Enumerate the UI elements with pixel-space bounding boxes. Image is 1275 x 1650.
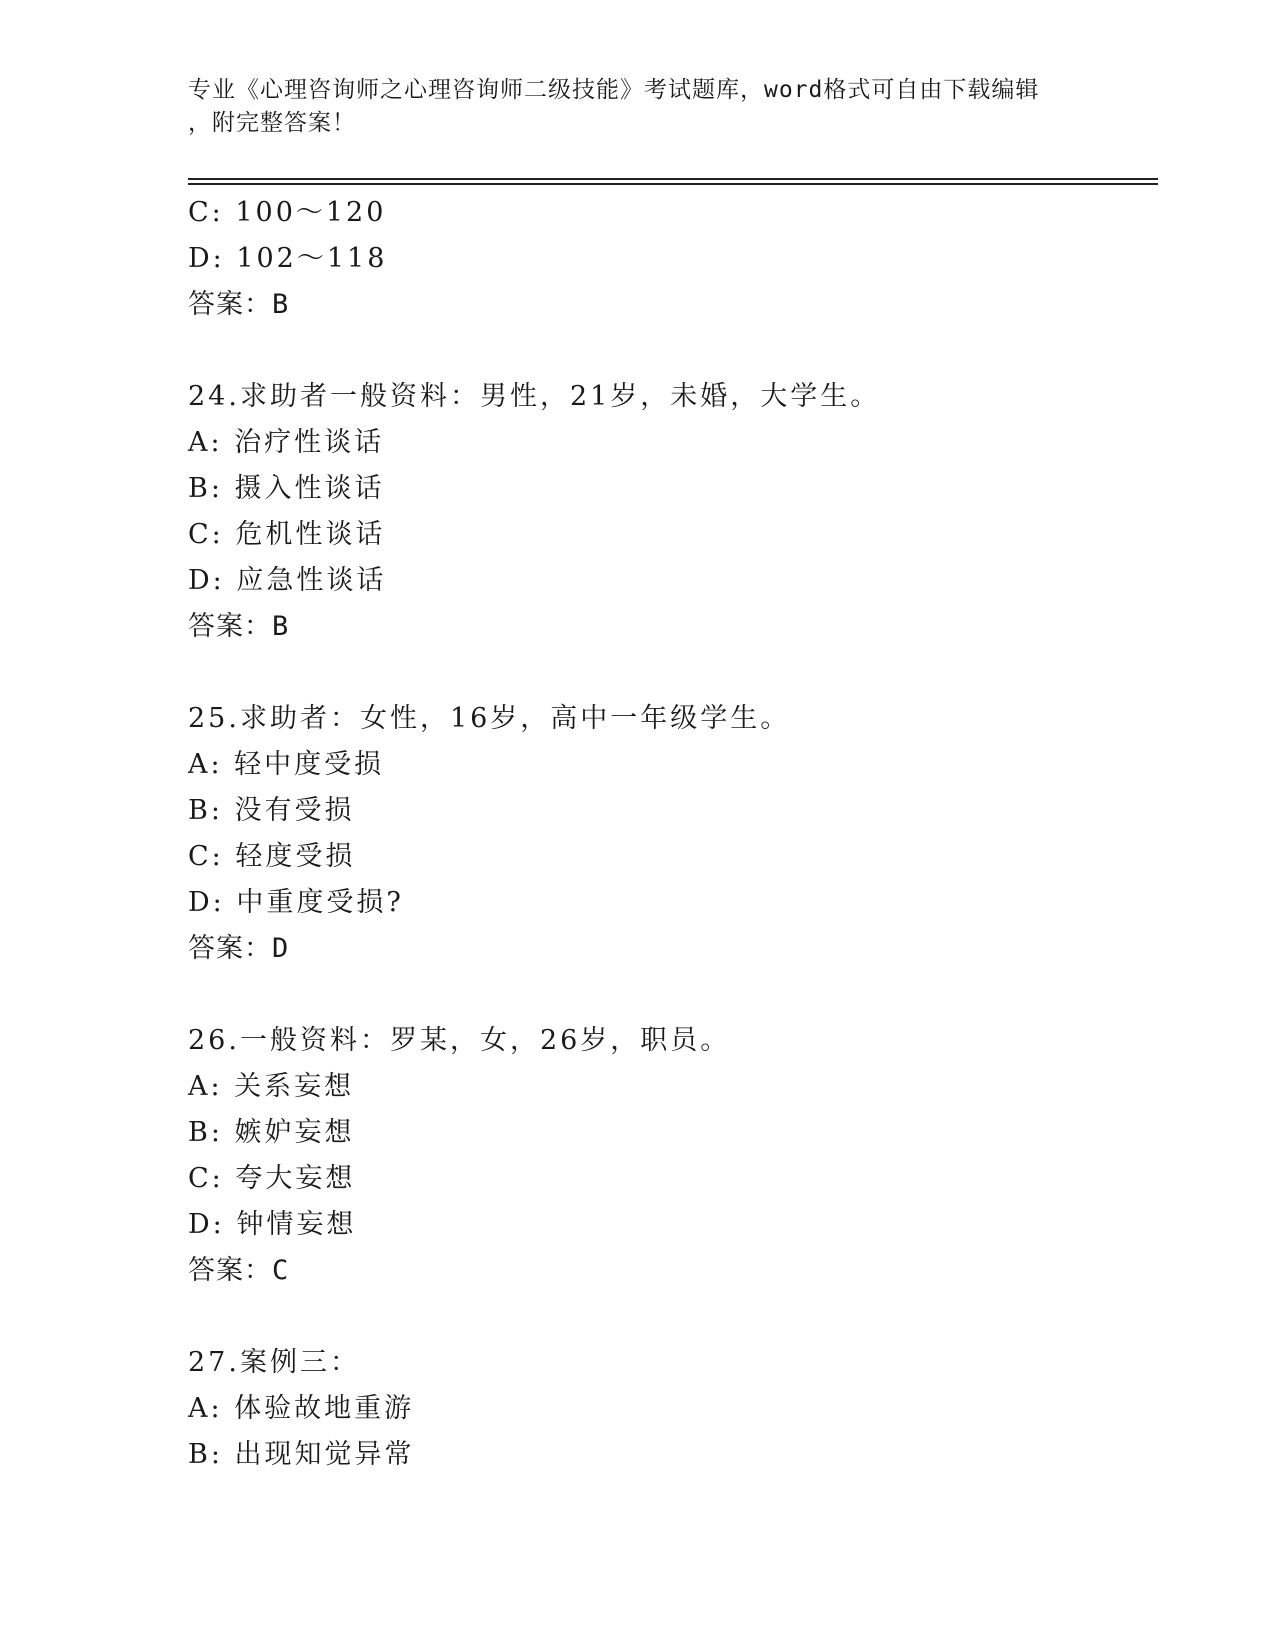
question-25 xyxy=(188,696,1148,972)
answer-line: 答案：C xyxy=(188,1255,290,1286)
option-b: B: 出现知觉异常 xyxy=(188,1439,415,1470)
option-c: C: 危机性谈话 xyxy=(188,519,386,550)
header-line-1: 专业《心理咨询师之心理咨询师二级技能》考试题库，word格式可自由下载编辑 xyxy=(188,77,1040,103)
question-27 xyxy=(188,1340,1148,1478)
question-26 xyxy=(188,1018,1148,1294)
answer-line: 答案：D xyxy=(188,933,290,964)
document-header xyxy=(188,74,1088,140)
spacer xyxy=(188,650,1148,696)
answer-line: 答案：B xyxy=(188,289,290,320)
prev-question-tail xyxy=(188,190,1148,328)
option-c: C: 轻度受损 xyxy=(188,841,356,872)
option-a: A: 体验故地重游 xyxy=(188,1393,415,1424)
spacer xyxy=(188,972,1148,1018)
question-stem: 27.案例三： xyxy=(188,1347,360,1378)
option-b: B: 嫉妒妄想 xyxy=(188,1117,355,1148)
answer-line: 答案：B xyxy=(188,611,290,642)
option-b: B: 没有受损 xyxy=(188,795,355,826)
option-b: B: 摄入性谈话 xyxy=(188,473,385,504)
header-line-2: ，附完整答案！ xyxy=(188,110,356,136)
option-a: A: 轻中度受损 xyxy=(188,749,385,780)
question-list xyxy=(188,190,1148,1478)
question-stem: 26.一般资料：罗某，女，26岁，职员。 xyxy=(188,1025,731,1056)
question-24 xyxy=(188,374,1148,650)
option-d: D: 应急性谈话 xyxy=(188,565,387,596)
option-c: C: 夸大妄想 xyxy=(188,1163,356,1194)
spacer xyxy=(188,328,1148,374)
option-d: D: 102～118 xyxy=(188,243,388,274)
option-a: A: 治疗性谈话 xyxy=(188,427,385,458)
option-d: D: 中重度受损? xyxy=(188,887,404,918)
option-a: A: 关系妄想 xyxy=(188,1071,355,1102)
question-stem: 24.求助者一般资料：男性，21岁，未婚，大学生。 xyxy=(188,381,881,412)
header-divider-top xyxy=(188,178,1158,180)
question-stem: 25.求助者：女性，16岁，高中一年级学生。 xyxy=(188,703,791,734)
option-c: C: 100～120 xyxy=(188,197,387,228)
option-d: D: 钟情妄想 xyxy=(188,1209,357,1240)
spacer xyxy=(188,1294,1148,1340)
header-divider-bottom xyxy=(188,183,1158,185)
